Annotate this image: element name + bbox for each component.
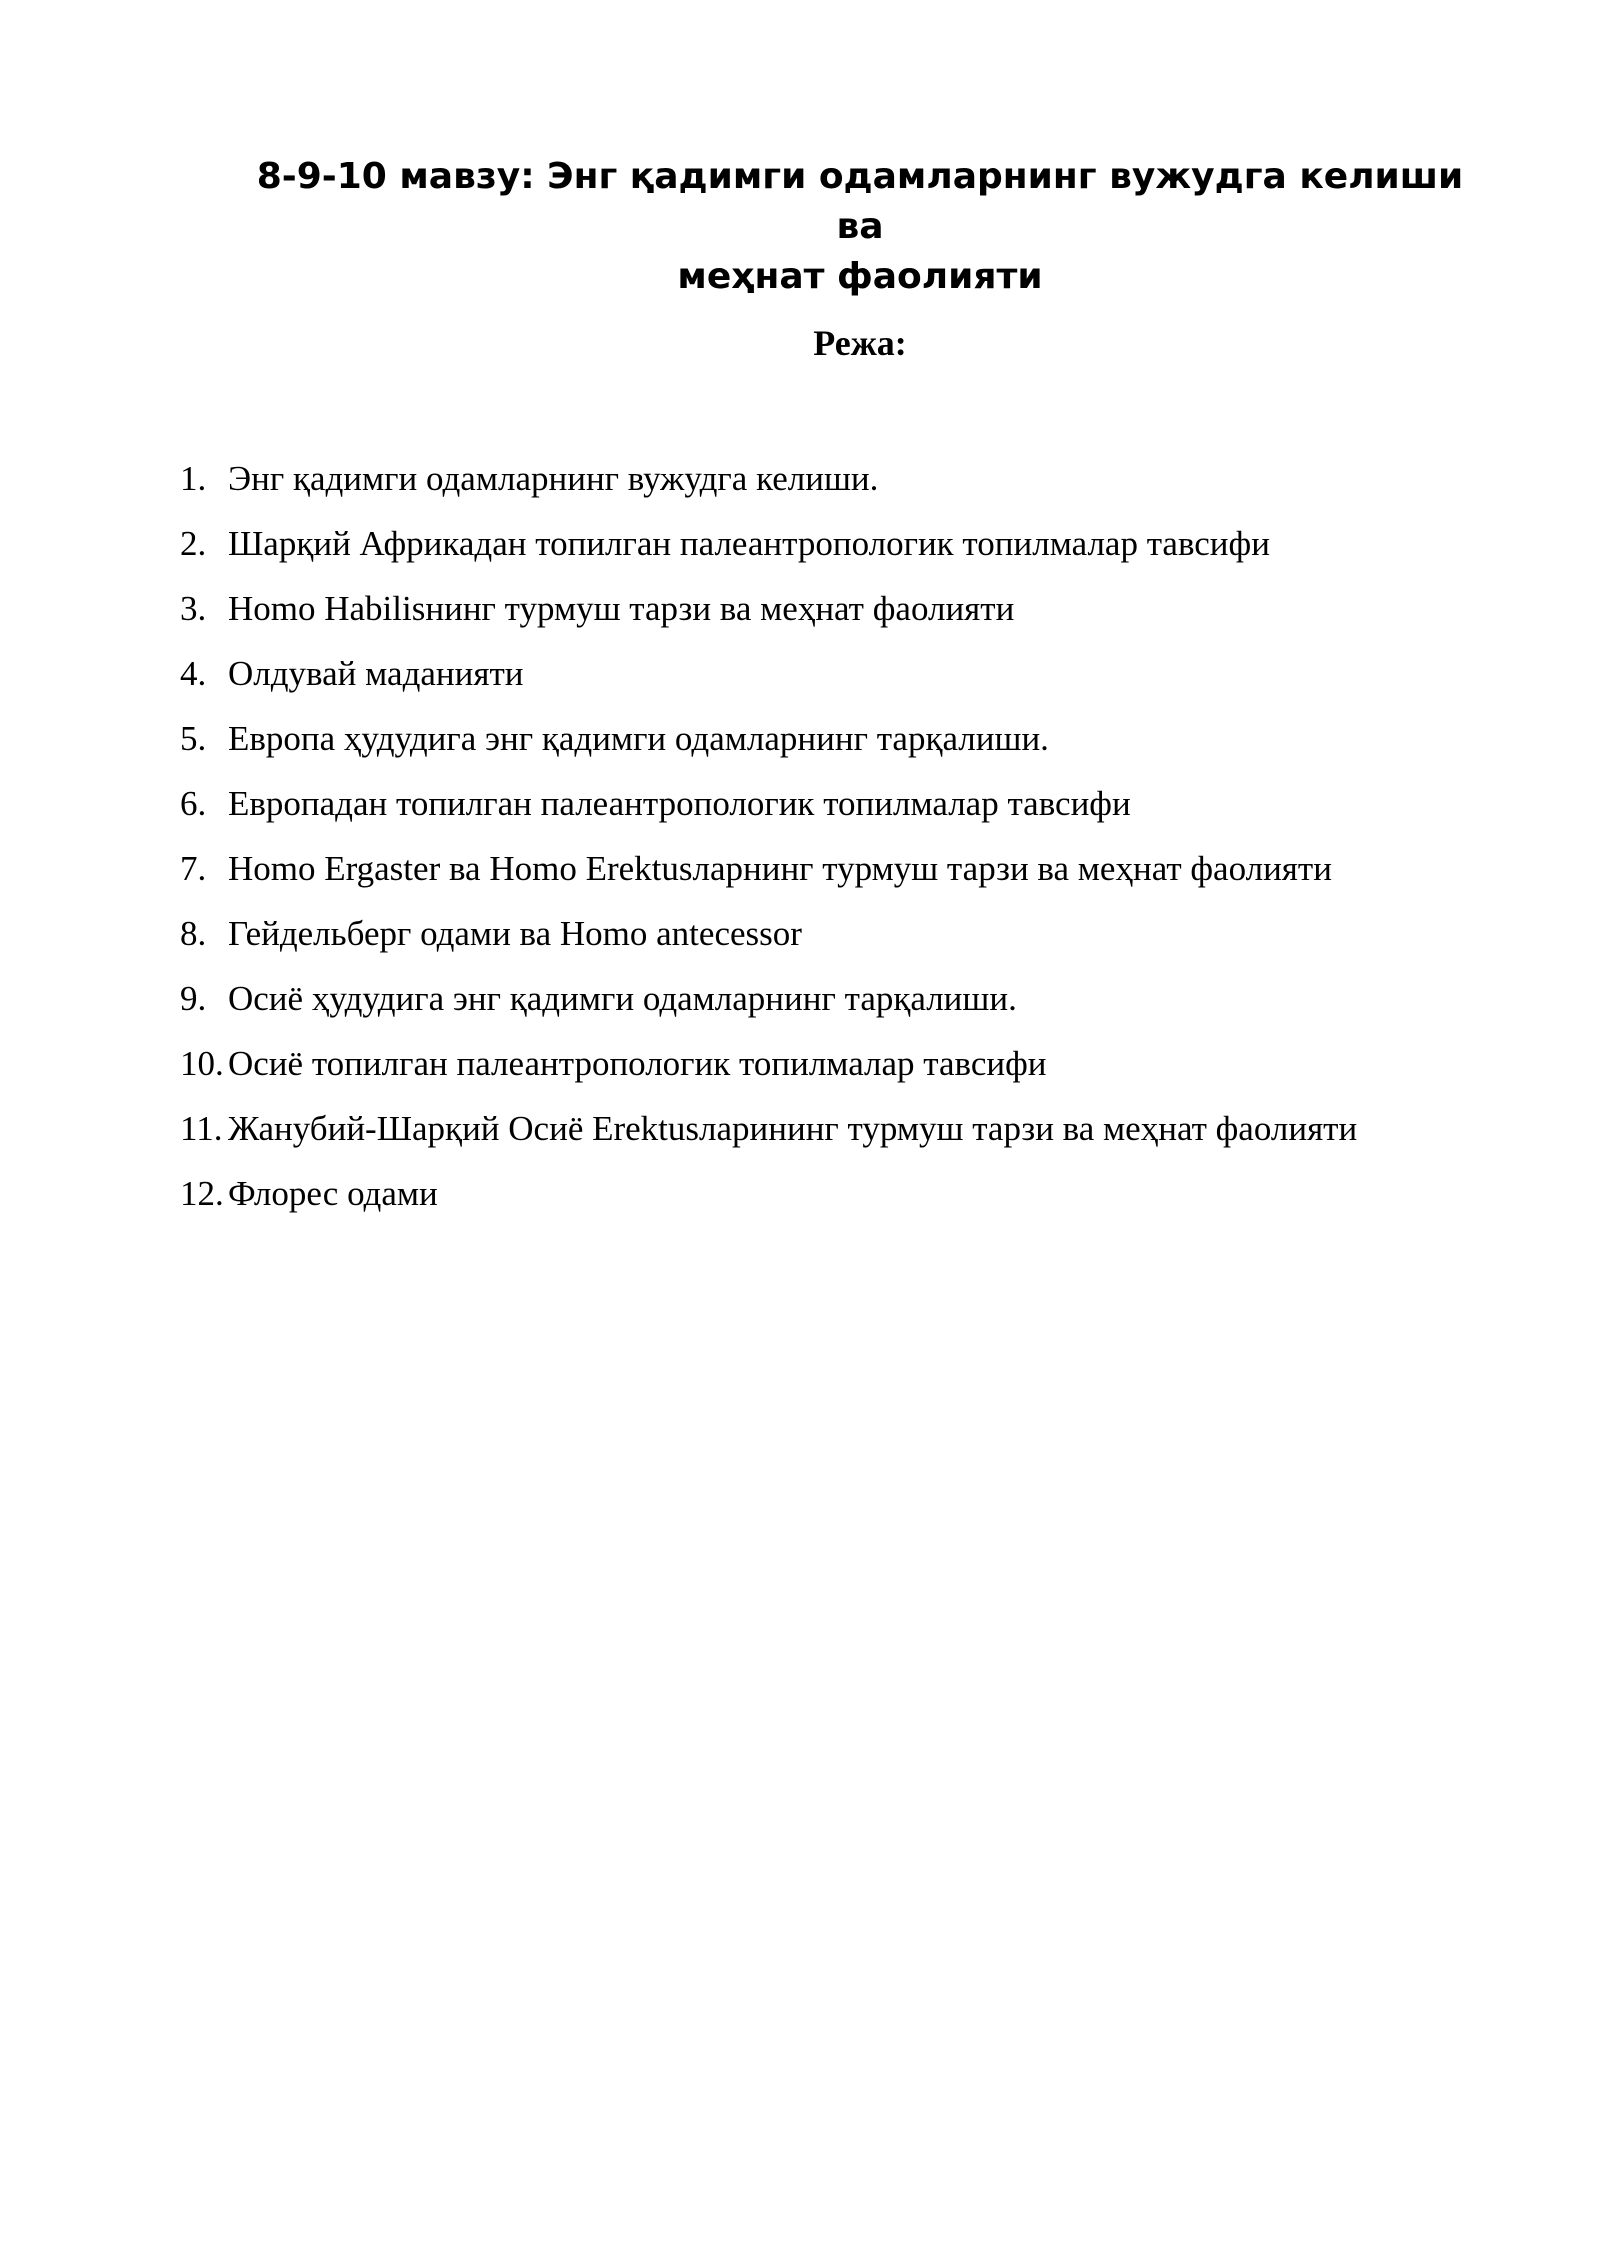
plan-heading: Режа: bbox=[813, 323, 907, 363]
list-item-number: 4. bbox=[180, 654, 207, 693]
list-item bbox=[180, 1096, 1480, 1161]
list-item-number: 2. bbox=[180, 524, 207, 563]
list-item-text: Осиё ҳудудига энг қадимги одамларнинг тарқалиши. bbox=[228, 979, 1017, 1018]
list-item-number: 5. bbox=[180, 719, 207, 758]
list-item bbox=[180, 1031, 1480, 1096]
list-item-number: 10. bbox=[180, 1044, 224, 1083]
list-item-text: Гейдельберг одами ва Homo antecessor bbox=[228, 914, 802, 953]
list-item-number: 6. bbox=[180, 784, 207, 823]
list-item-text: Европадан топилган палеантропологик топилмалар тавсифи bbox=[228, 784, 1131, 823]
document-title bbox=[240, 152, 1480, 302]
list-item-number: 11. bbox=[180, 1109, 223, 1148]
list-item bbox=[180, 446, 1480, 511]
title-line-2: меҳнат фаолияти bbox=[677, 256, 1043, 297]
list-item-text: Олдувай маданияти bbox=[228, 654, 524, 693]
list-item bbox=[180, 641, 1480, 706]
list-item-number: 12. bbox=[180, 1174, 224, 1213]
list-item bbox=[180, 901, 1480, 966]
list-item bbox=[180, 511, 1480, 576]
list-item-text: Энг қадимги одамларнинг вужудга келиши. bbox=[228, 459, 879, 498]
list-item bbox=[180, 771, 1480, 836]
list-item-text: Европа ҳудудига энг қадимги одамларнинг тарқалиши. bbox=[228, 719, 1049, 758]
list-item bbox=[180, 836, 1480, 901]
list-item-text: Осиё топилган палеантропологик топилмалар тавсифи bbox=[228, 1044, 1047, 1083]
list-item-text: Homo Habilisнинг турмуш тарзи ва меҳнат фаолияти bbox=[228, 589, 1015, 628]
list-item-text: Флорес одами bbox=[228, 1174, 438, 1213]
list-item-number: 7. bbox=[180, 849, 207, 888]
list-item-number: 3. bbox=[180, 589, 207, 628]
list-item-text: Homo Ergaster ва Homo Erektusларнинг турмуш тарзи ва меҳнат фаолияти bbox=[228, 849, 1332, 888]
title-line-1: 8-9-10 мавзу: Энг қадимги одамларнинг вужудга келиши ва bbox=[256, 156, 1464, 247]
list-item bbox=[180, 1161, 1480, 1226]
plan-list bbox=[180, 446, 1480, 1226]
list-item-text: Шарқий Африкадан топилган палеантропологик топилмалар тавсифи bbox=[228, 524, 1270, 563]
list-item bbox=[180, 966, 1480, 1031]
list-item-number: 1. bbox=[180, 459, 207, 498]
list-item-text: Жанубий-Шарқий Осиё Erektusларининг турмуш тарзи ва меҳнат фаолияти bbox=[228, 1109, 1358, 1148]
list-item bbox=[180, 576, 1480, 641]
list-item-number: 8. bbox=[180, 914, 207, 953]
list-item-number: 9. bbox=[180, 979, 207, 1018]
list-item bbox=[180, 706, 1480, 771]
